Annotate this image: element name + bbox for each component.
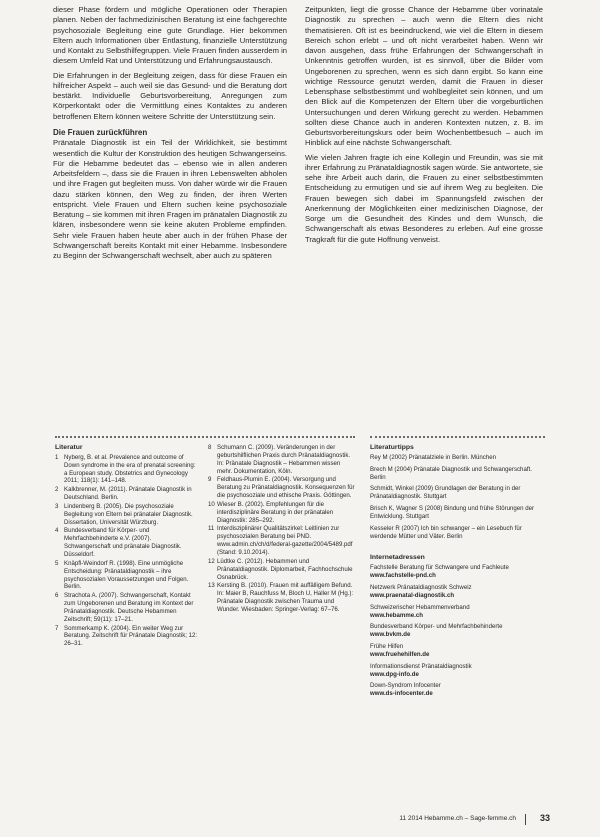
link-url[interactable]: www.fruehehilfen.de <box>370 650 430 658</box>
footer-divider <box>525 814 526 825</box>
link-item: Informationsdienst Pränataldiagnostik www.dpg-info.de <box>370 663 545 679</box>
reference-item: 7 Sommerkamp K. (2004). Ein weiter Weg zur Beratung. Zeitschrift für Pränatale Diagnostik; 12: 26–31. <box>55 624 198 648</box>
paragraph: dieser Phase fördern und mögliche Operationen oder Therapien planen. Neben der fachmedizinischen Beratung ist eine fachgerechte psychosoziale Begleitung eine gute Grundlage. Hier bekommen Eltern auch Informationen über Entlastung, finanzielle Unterstützung und Kontakt zu Selbsthilfegruppen. Viele Frauen finden ausserdem in diesem Umfeld Rat und Unterstützung und Erfahrungsaustausch. <box>53 5 287 66</box>
internet-addresses-title: Internetadressen <box>370 554 425 562</box>
link-url[interactable]: www.ds-infocenter.de <box>370 690 433 698</box>
link-item: Bundesverband Körper- und Mehrfachbehinderte www.bvkm.de <box>370 623 545 639</box>
tip-item: Rey M (2002) Pränatalziele in Berlin. München <box>370 453 496 461</box>
link-item: Frühe Hilfen www.fruehehilfen.de <box>370 643 545 659</box>
link-item: Netzwerk Pränataldiagnostik Schweiz www.praenatal-diagnostik.ch <box>370 584 545 600</box>
tip-item: Brisch K, Wagner S (2008) Bindung und frühe Störungen der Entwicklung. Stuttgart <box>370 505 535 520</box>
left-text-column <box>53 5 287 261</box>
page-number: 33 <box>539 813 550 823</box>
link-url[interactable]: www.dpg-info.de <box>370 670 419 678</box>
right-text-column <box>305 5 543 245</box>
paragraph: Pränatale Diagnostik ist ein Teil der Wirklichkeit, sie bestimmt wesentlich die Kultur der Konstruktion des heutigen Schwangerseins. Für die Hebamme bedeutet das – ebenso wie in allen anderen Arbeitsfeldern –, dass sie die Frauen in ihren Lebenswelten abholen und ihre Fragen gut begleiten muss. Von daher würde wir die Frauen dazu stärken können, den Weg zu finden, der ihren Werten entspricht. Viele Frauen und Eltern suchen keine psychosoziale Beratung – sie kommen mit ihren Fragen im pränatalen Diagnostik zu klären, insbesondere wenn sie keine akuten Probleme empfinden. Sehr viele Frauen haben heute aber auch in der frühen Phase der Schwangerschaft bereits Kontakt mit einer Hebamme. Insbesondere zu Beginn der Schwangerschaft wechselt, aber auch zu späteren <box>53 138 287 260</box>
link-item: Down-Syndrom Infocenter www.ds-infocenter.de <box>370 682 545 698</box>
link-url[interactable]: www.fachstelle-pnd.ch <box>370 572 436 580</box>
tips-column <box>370 444 545 702</box>
reference-item: 8 Schumann C. (2009). Veränderungen in der geburtshilflichen Praxis durch Pränataldiagnostik. In: Pränatale Diagnostik – Hebammen wissen mehr. Dokumentation, Köln. <box>208 444 351 475</box>
reference-item: 3 Lindenberg B. (2005). Die psychosoziale Begleitung von Eltern bei pränataler Diagnostik. Dissertation, Universität Würzburg. <box>55 502 193 526</box>
paragraph: Wie vielen Jahren fragte ich eine Kollegin und Freundin, was sie mit ihrer Erfahrung zu Pränataldiagnostik sagen würde. Sie antwortete, sie sehe ihre Arbeit auch darin, die Frauen zu einer selbstbestimmten Entscheidung zu ermutigen und sie auf ihrem Weg zu begleiten. Die Frauen bewegen sich dabei im Spannungsfeld zwischen der Anerkennung der Möglichkeiten einer medizinischen Diagnose, der Sorge um die Gesundheit des Kindes und dem Wunsch, die Schwangerschaft als etwas Besonderes zu erleben. Auf eine grosse Tragkraft für die gute Hoffnung verweist. <box>305 152 543 244</box>
link-url[interactable]: www.bvkm.de <box>370 631 411 639</box>
reference-item: 12 Lüdtke C. (2012). Hebammen und Pränataldiagnostik. Diplomarbeit, Fachhochschule Osnabrück. <box>208 557 353 581</box>
reference-item: 13 Kersting B. (2010). Frauen mit auffälligem Befund. In: Maier B, Rauchfuss M, Bloch U, Haller M (Hg.): Pränatale Diagnostik zwischen Trauma und Wunder. Wiesbaden: Springer-Verlag: 67–76. <box>208 582 354 613</box>
references-column-a <box>55 444 198 649</box>
section-heading: Die Frauen zurückführen <box>53 127 148 137</box>
reference-item: 9 Feldhaus-Plumin E. (2004). Versorgung und Beratung zu Pränataldiagnostik. Konsequenzen für die psychosoziale und ethische Praxis. Göttingen. <box>208 476 355 500</box>
reference-item: 5 Knäpfl-Weindorf R. (1998). Eine unmögliche Entscheidung: Pränataldiagnostik – ihre psychosozialen Voraussetzungen und Folgen. Berlin. <box>55 559 189 591</box>
reference-item: 6 Strachota A. (2007). Schwangerschaft, Kontakt zum Ungeborenen und Beratung im Kontext der Pränataldiagnostik. Deutsche Hebammen Zeitschrift; 59(11): 17–21. <box>55 592 194 623</box>
link-url[interactable]: www.hebamme.ch <box>370 611 423 619</box>
tip-item: Kesseler R (2007) Ich bin schwanger – ein Lesebuch für werdende Mütter und Väter. Berlin <box>370 524 522 540</box>
tip-item: Brech M (2004) Pränatale Diagnostik und Schwangerschaft. Berlin <box>370 465 532 481</box>
link-item: Schweizerischer Hebammenverband www.hebamme.ch <box>370 604 545 620</box>
reference-item: 1 Nyberg, B. et al. Prevalence and outcome of Down syndrome in the era of prenatal screening: a European study. Obstetrics and Gynecology 2011; 118(1): 141–148. <box>55 453 196 485</box>
reference-item: 4 Bundesverband für Körper- und Mehrfachbehinderte e.V. (2007). Schwangerschaft und pränatale Diagnostik. Düsseldorf. <box>55 527 182 558</box>
footer-text: 11 2014 Hebamme.ch – Sage-femme.ch <box>399 815 516 822</box>
paragraph: Die Erfahrungen in der Begleitung zeigen, dass für diese Frauen ein hilfreicher Aspekt – auch weil sie das Gesund- und die Beratung dort bestärkt. Individuelle Geburtsvorbereitung, Anregungen zum Körperkontakt oder die Vermittlung eines Kontaktes zu anderen betroffenen Eltern können weitere Schritte der Unterstützung sein. <box>53 70 287 121</box>
references-title: Literatur <box>55 444 83 451</box>
link-url[interactable]: www.praenatal-diagnostik.ch <box>370 591 455 599</box>
separator-left <box>55 436 355 438</box>
reference-item: 10 Wieser B. (2002). Empfehlungen für die interdisziplinäre Beratung in der pränatalen Diagnostik: 285–292. <box>208 500 334 524</box>
literature-tips-title: Literaturtipps <box>370 444 414 451</box>
references-column-b <box>208 444 356 615</box>
separator-right <box>370 436 545 438</box>
reference-item: 11 Interdisziplinärer Qualitätszirkel: Leitlinien zur psychosozialen Beratung bei PND. www.admin.ch/ch/d/federal-gazette/2004/5489.pdf (Stand: 9.10.2014). <box>208 525 353 556</box>
paragraph: Zeitpunkten, liegt die grosse Chance der Hebamme über vorinatale Diagnostik zu sprechen – auch wenn die Eltern dies nicht thematisieren. Oft ist es beeindruckend, wie viel die Eltern in diesem Bereich schon erlebt – und oft nicht verarbeitet haben. Wenn wir davon ausgehen, dass frühe Erfahrungen der Schwangerschaft in Unkenntnis getroffen wurden, ist es sinnvoll, über die Bilder vom Ungeborenen zu sprechen, wenn es sich dann ergibt. So kann eine wichtige Ressource genutzt werden, damit die Frauen in dieser Lebensphase selbstbestimmt und wohlbegleitet sein können, und um den Blick auf die Kompetenzen der Eltern über die vorgeburtlichen Untersuchungen und deren Wirkung gerecht zu werden. Hebammen sollten diese Chance auch in anderen Kontexten nutzen, z. B. im Geburtsvorbereitungskurs oder beim Wochenbettbesuch – auch im Hinblick auf eine nächste Schwangerschaft. <box>305 5 543 148</box>
link-item: Fachstelle Beratung für Schwangere und Fachleute www.fachstelle-pnd.ch <box>370 564 545 580</box>
tip-item: Schmidt, Winkel (2009) Grundlagen der Beratung in der Pränataldiagnostik. Stuttgart <box>370 485 521 501</box>
reference-item: 2 Kalkbrenner, M. (2011). Pränatale Diagnostik in Deutschland. Berlin. <box>55 486 192 502</box>
